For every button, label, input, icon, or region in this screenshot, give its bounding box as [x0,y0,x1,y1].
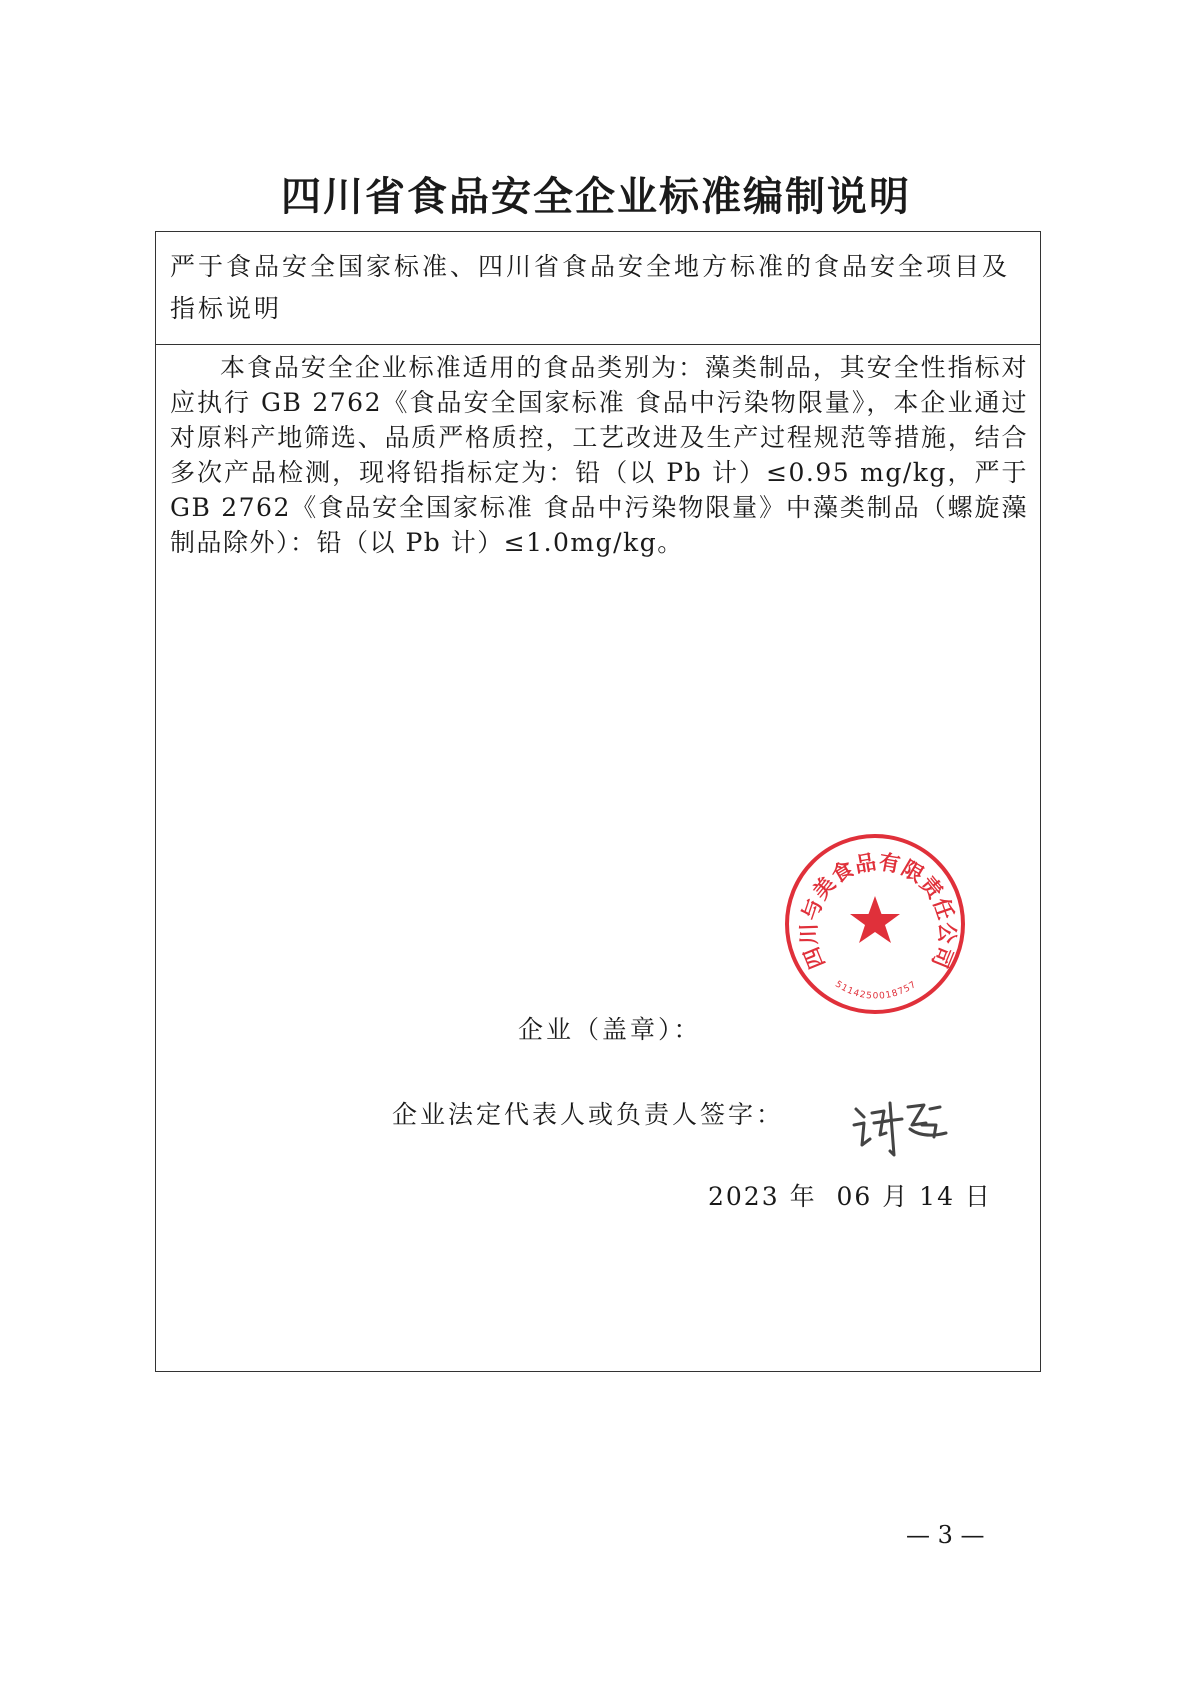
signer-label: 企业法定代表人或负责人签字： [392,1100,785,1129]
header-cell: 严于食品安全国家标准、四川省食品安全地方标准的食品安全项目及指标说明 [156,232,1040,345]
svg-text:5114250018757 [833,980,919,1002]
sign-date: 2023 年 06 月 14 日 [708,1182,992,1211]
handwritten-signature-icon [850,1095,960,1165]
seal-code: 5114250018757 [833,979,919,1002]
body-paragraph: 本食品安全企业标准适用的食品类别为：藻类制品，其安全性指标对应执行 GB 2762《食品安全国家标准 食品中污染物限量》，本企业通过对原料产地筛选、品质严格质控，工艺改进及生产过程规范等措施，结合多次产品检测，现将铅指标定为：铅（以 Pb 计）≤0.95 mg/kg，严于 GB 2762《食品安全国家标准 食品中污染物限量》中藻类制品（螺旋藻制品除外）：铅（以 Pb 计）≤1.0mg/kg。 [170,353,1028,557]
seal-text: 四川与美食品有限责任公司 [796,849,960,973]
document-title: 四川省食品安全企业标准编制说明 [281,174,911,220]
page-number: — 3 — [906,1521,985,1549]
company-stamp-label: 企业（盖章）： [518,1015,702,1044]
company-seal-icon [783,832,967,1016]
